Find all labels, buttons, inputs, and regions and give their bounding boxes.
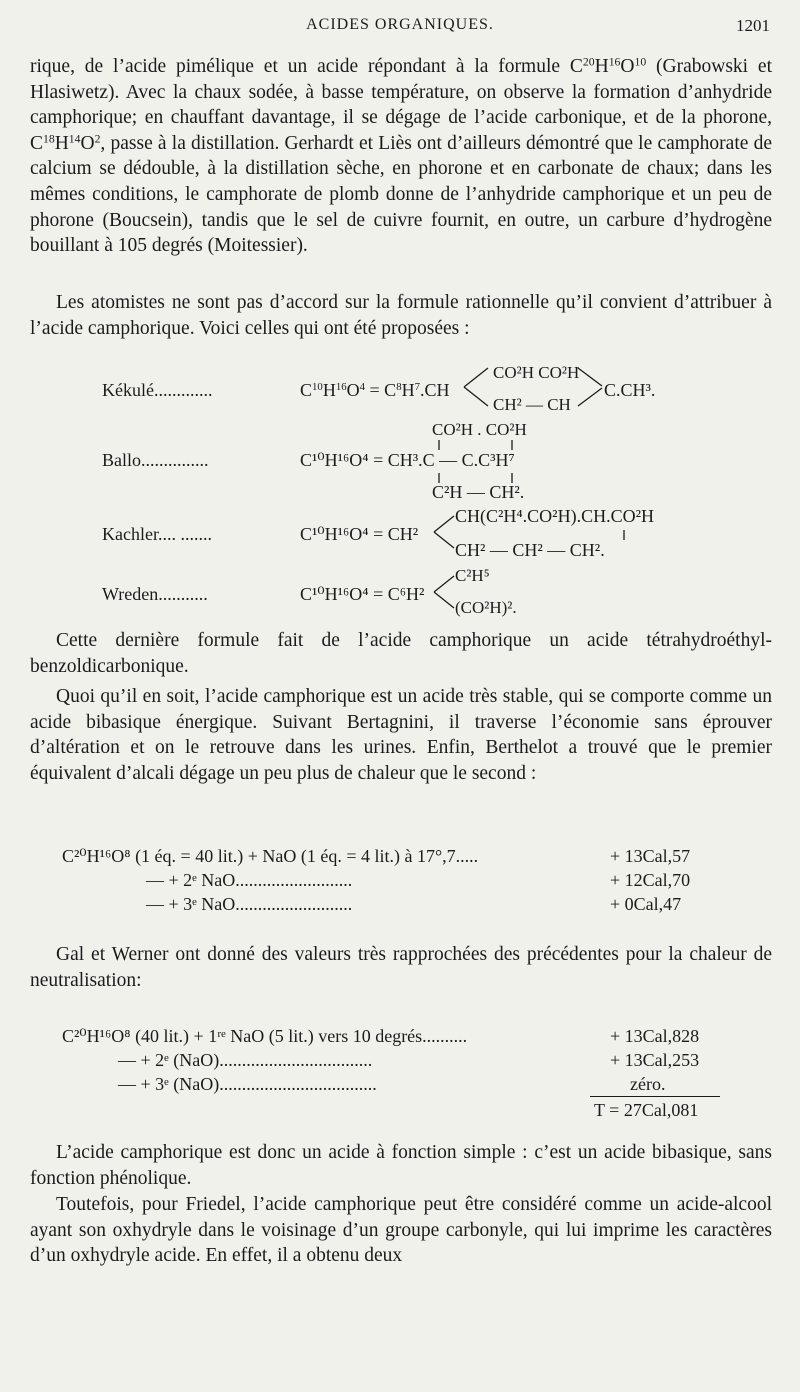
text-run: H — [54, 132, 69, 154]
text-run: O — [80, 132, 95, 154]
table2-row-2-value: + 13Cal,253 — [610, 1050, 700, 1070]
formula-wreden-top: C²H⁵ — [455, 566, 490, 585]
wreden-bonds — [430, 568, 470, 616]
header-title: ACIDES ORGANIQUES. — [306, 16, 494, 33]
total-rule — [590, 1096, 720, 1097]
formula-wreden-lhs: C¹⁰H¹⁶O⁴ = C⁶H² — [300, 584, 425, 604]
table2-row-1-value: + 13Cal,828 — [610, 1026, 700, 1046]
paragraph-7: Toutefois, pour Friedel, l’acide camphorique peut être considéré comme un acide-alcool ayant son oxhydryle dans le voisinage d’un groupe carbonyle, qui lui imprime les caractères d’un oxhydryle acide. En effet, il a obtenu deux — [30, 1194, 772, 1267]
formula-name-wreden: Wreden........... — [102, 584, 208, 604]
formula-kachler-lhs: C¹⁰H¹⁶O⁴ = CH² — [300, 524, 419, 544]
superscript: 2 — [94, 132, 101, 146]
formula-name-ballo: Ballo............... — [102, 450, 209, 470]
kachler-bonds — [430, 508, 670, 556]
table1-row-2-left: — + 2ᵉ NaO.......................... — [146, 870, 353, 890]
paragraph-3: Cette dernière formule fait de l’acide camphorique un acide tétrahydroéthyl-benzoldicarbonique. — [30, 630, 772, 677]
table2-row-3-value: zéro. — [630, 1074, 666, 1094]
table2-total: T = 27Cal,081 — [594, 1100, 699, 1120]
paragraph-1 — [30, 54, 772, 259]
text-run: , passe à la distillation. Gerhardt et Liès ont d’ailleurs démontré que le camphorate de calcium se dédouble, à la distillation sèche, en phorone et en carbonate de chaux; dans les mêmes conditions, le camphorate de plomb donne de l’anhydride camphorique et un peu de phorone (Boucsein), tandis que le sel de cuivre fournit, en outre, un carbure d’hydrogène bouillant à 105 degrés (Moitessier). — [30, 132, 772, 257]
page-number: 1201 — [736, 16, 770, 35]
formula-ballo-bottom: C²H — CH². — [432, 482, 525, 502]
formula-ballo-top: CO²H . CO²H — [432, 420, 527, 439]
formula-wreden-bottom: (CO²H)². — [455, 598, 517, 617]
table1-row-1-value: + 13Cal,57 — [610, 846, 691, 866]
superscript: 18 — [43, 132, 55, 146]
superscript: 16 — [608, 55, 621, 69]
text-run: H — [594, 56, 609, 77]
formula-kachler-bottom: CH² — CH² — CH². — [455, 540, 605, 560]
text-run: O — [620, 56, 635, 77]
table2-row-3-left: — + 3ᵉ (NaO)................................... — [118, 1074, 377, 1094]
table1-row-2-value: + 12Cal,70 — [610, 870, 691, 890]
superscript: 14 — [68, 132, 81, 146]
ballo-bonds — [430, 436, 530, 486]
paragraph-2: Les atomistes ne sont pas d’accord sur la formule rationnelle qu’il convient d’attribuer à l’acide camphorique. Voici celles qui ont été proposées : — [30, 292, 772, 339]
formula-kekule-end: C.CH³. — [604, 380, 656, 400]
paragraph-6: L’acide camphorique est donc un acide à fonction simple : c’est un acide bibasique, sans fonction phénolique. — [30, 1142, 772, 1189]
superscript: 20 — [582, 55, 595, 69]
running-header — [0, 16, 800, 40]
superscript: 10 — [634, 55, 647, 69]
table2-row-2-left: — + 2ᵉ (NaO).................................. — [118, 1050, 373, 1070]
table1-row-3-value: + 0Cal,47 — [610, 894, 682, 914]
formula-kekule-bottom: CH² — CH — [493, 395, 571, 414]
table2-row-1-left: C²⁰H¹⁶O⁸ (40 lit.) + 1ʳᵉ NaO (5 lit.) vers 10 degrés.......... — [62, 1026, 468, 1046]
kekule-bonds — [460, 362, 620, 412]
formula-kekule-lhs: $C^{10}H^{16}O^4 = C^8H^7.CH$ — [300, 380, 450, 400]
formula-name-kachler: Kachler.... ....... — [102, 524, 212, 544]
text-run: rique, de l’acide pimélique et un acide répondant à la formule C — [30, 56, 583, 77]
formula-name-kekule: Kékulé............. — [102, 380, 213, 400]
table1-row-1-left: C²⁰H¹⁶O⁸ (1 éq. = 40 lit.) + NaO (1 éq. = 4 lit.) à 17°,7..... — [62, 846, 479, 866]
formula-kachler-top: CH(C²H⁴.CO²H).CH.CO²H — [455, 506, 654, 526]
paragraph-5: Gal et Werner ont donné des valeurs très rapprochées des précédentes pour la chaleur de neutralisation: — [30, 944, 772, 991]
formula-ballo-mid: C¹⁰H¹⁶O⁴ = CH³.C — C.C³H⁷ — [300, 450, 515, 470]
text-run: (Grabowski et Hlasiwetz). Avec la chaux sodée, à basse température, on observe la formation d’anhydride camphorique; en chauffant davantage, il se dégage de l’acide carbonique, et de la phorone, C — [30, 56, 773, 154]
table1-row-3-left: — + 3ᵉ NaO.......................... — [146, 894, 353, 914]
paragraph-4: Quoi qu’il en soit, l’acide camphorique est un acide très stable, qui se comporte comme un acide bibasique énergique. Suivant Bertagnini, il traverse l’économie sans éprouver d’altération et on le retrouve dans les urines. Enfin, Berthelot a trouvé que le premier équivalent d’alcali dégage un peu plus de chaleur que le second : — [30, 686, 772, 784]
formula-kekule-top: CO²H CO²H — [493, 363, 580, 382]
